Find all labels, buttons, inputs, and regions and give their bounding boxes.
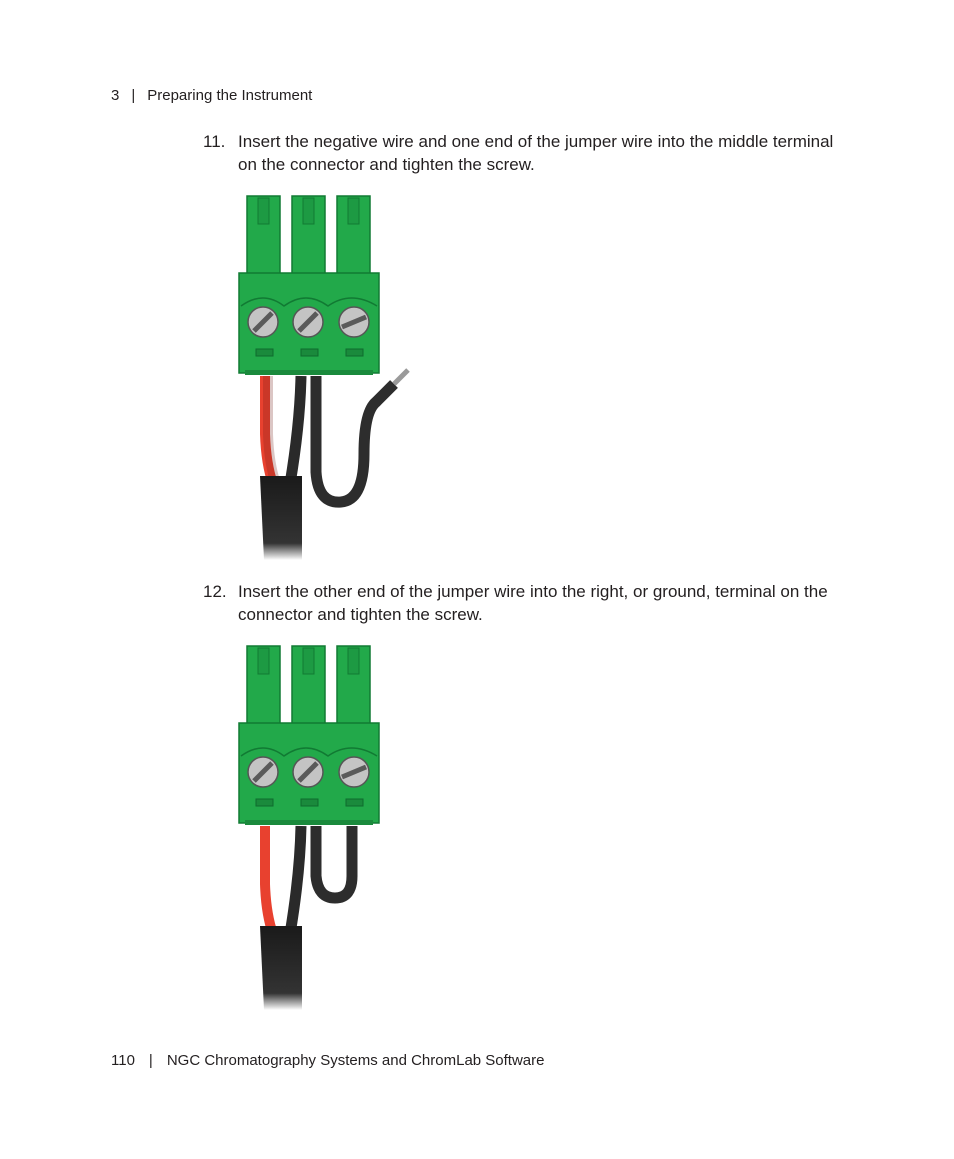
chapter-number: 3 xyxy=(111,87,120,104)
running-header xyxy=(111,87,312,104)
footer-separator: | xyxy=(148,1052,153,1069)
terminal-screws xyxy=(248,757,369,787)
step-11 xyxy=(203,130,843,176)
connector-figure-2 xyxy=(236,644,384,1015)
step-number: 12. xyxy=(203,582,227,601)
cable-sleeve xyxy=(260,476,302,560)
terminal-screws xyxy=(248,307,369,337)
connector-prongs xyxy=(247,646,370,726)
connector-prongs xyxy=(247,196,370,276)
step-12 xyxy=(203,580,843,626)
black-wire xyxy=(290,376,301,484)
step-text: Insert the other end of the jumper wire into the right, or ground, terminal on the connector and tighten the screw. xyxy=(238,582,828,624)
header-separator: | xyxy=(131,87,136,104)
step-text: Insert the negative wire and one end of the jumper wire into the middle terminal on the connector and tighten the screw. xyxy=(238,132,834,174)
book-title: NGC Chromatography Systems and ChromLab Software xyxy=(166,1052,545,1069)
step-number: 11. xyxy=(203,132,226,151)
black-wire xyxy=(290,826,301,934)
cable-sleeve xyxy=(260,926,302,1010)
running-footer xyxy=(111,1052,545,1069)
chapter-title: Preparing the Instrument xyxy=(147,87,313,104)
connector-figure-1 xyxy=(236,194,412,565)
red-wire xyxy=(265,826,273,934)
jumper-wire xyxy=(316,826,352,898)
jumper-wire xyxy=(316,376,394,502)
page-number: 110 xyxy=(111,1052,135,1069)
